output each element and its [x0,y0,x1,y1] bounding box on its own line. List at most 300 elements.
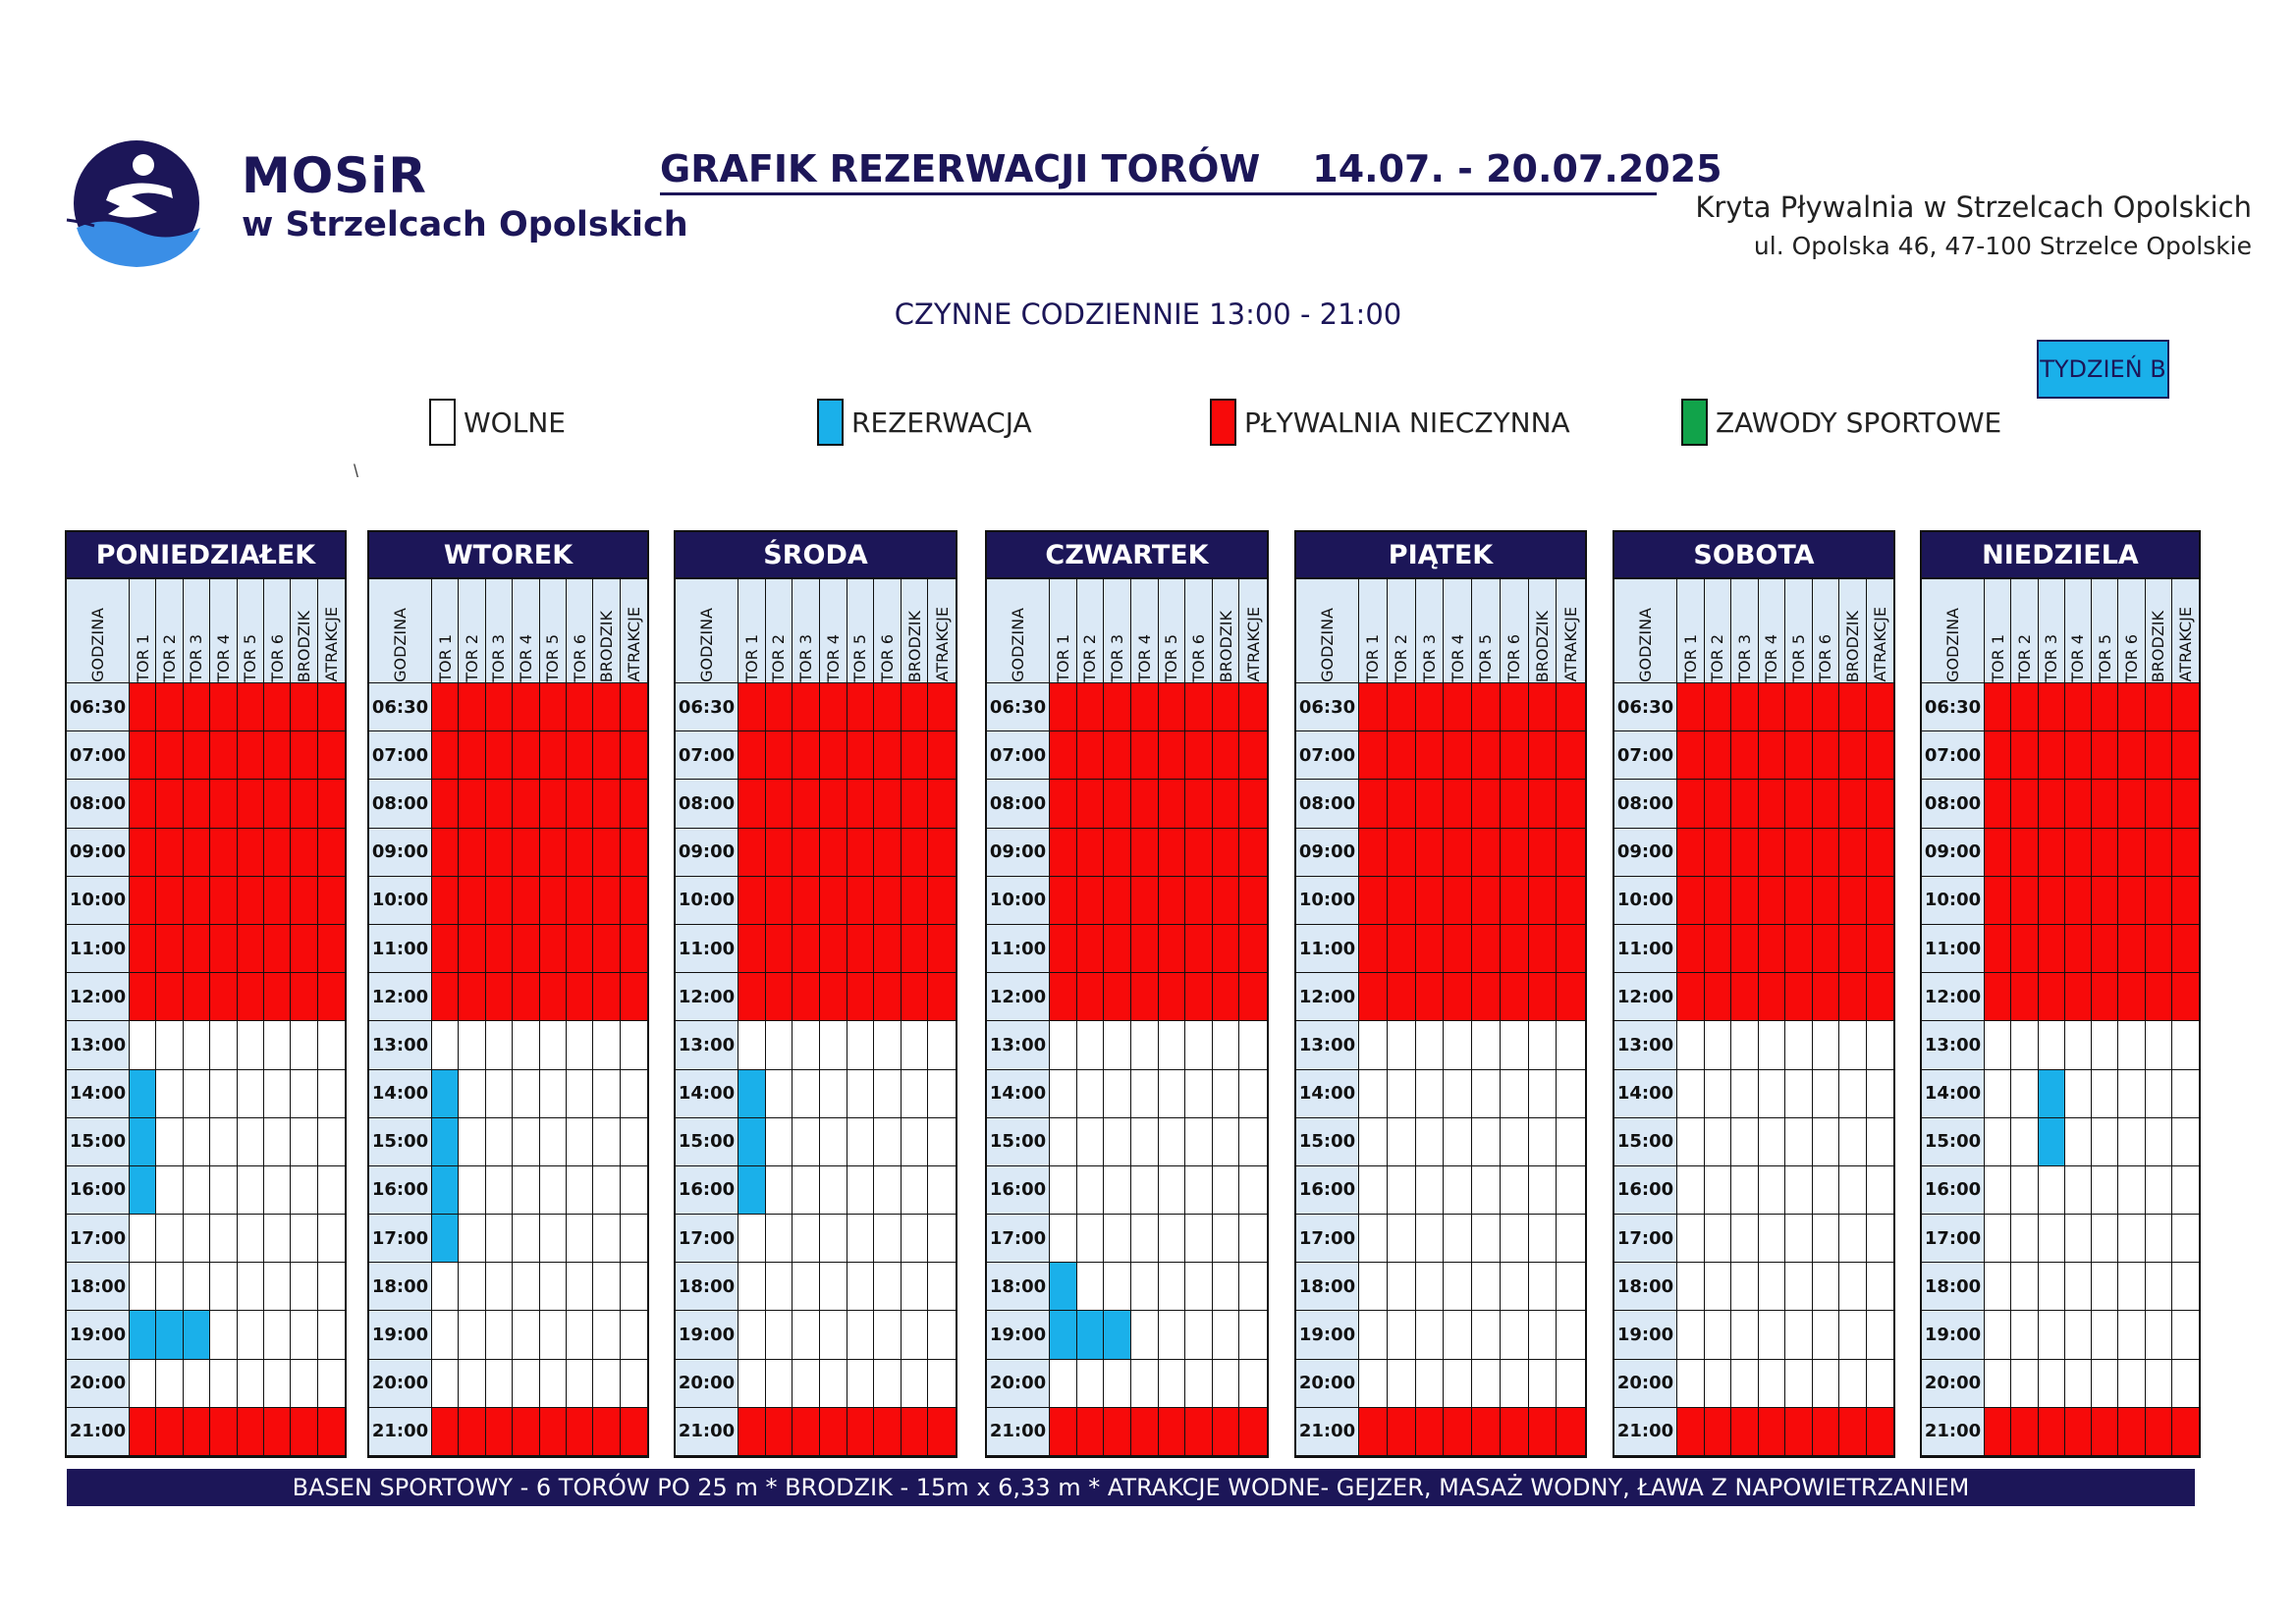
slot-closed[interactable] [291,731,317,780]
slot-closed[interactable] [1501,973,1529,1021]
slot-free[interactable] [2011,1263,2038,1311]
slot-free[interactable] [1444,1021,1472,1069]
slot-closed[interactable] [486,829,513,877]
slot-closed[interactable] [1529,780,1558,828]
slot-closed[interactable] [318,780,345,828]
slot-free[interactable] [1705,1070,1732,1118]
slot-closed[interactable] [1159,877,1186,925]
slot-free[interactable] [1985,1166,2011,1215]
slot-free[interactable] [210,1118,237,1166]
slot-free[interactable] [1985,1311,2011,1359]
slot-free[interactable] [1813,1118,1840,1166]
slot-closed[interactable] [459,829,485,877]
slot-closed[interactable] [1388,973,1416,1021]
slot-free[interactable] [318,1215,345,1263]
slot-free[interactable] [793,1070,820,1118]
slot-closed[interactable] [184,973,210,1021]
slot-free[interactable] [738,1021,766,1069]
slot-closed[interactable] [130,925,156,973]
slot-closed[interactable] [1985,925,2011,973]
slot-free[interactable] [820,1166,847,1215]
slot-closed[interactable] [793,925,820,973]
slot-closed[interactable] [1731,731,1759,780]
slot-closed[interactable] [1444,973,1472,1021]
slot-closed[interactable] [1416,731,1445,780]
slot-closed[interactable] [621,973,647,1021]
slot-reserved[interactable] [432,1166,459,1215]
slot-closed[interactable] [928,925,956,973]
slot-free[interactable] [264,1118,291,1166]
slot-closed[interactable] [2118,1408,2145,1456]
slot-closed[interactable] [766,973,793,1021]
slot-free[interactable] [902,1021,929,1069]
slot-free[interactable] [1213,1263,1240,1311]
slot-free[interactable] [210,1311,237,1359]
slot-free[interactable] [567,1070,593,1118]
slot-free[interactable] [318,1360,345,1408]
slot-closed[interactable] [1185,877,1213,925]
slot-closed[interactable] [567,683,593,731]
slot-closed[interactable] [210,829,237,877]
slot-closed[interactable] [874,1408,902,1456]
slot-closed[interactable] [318,973,345,1021]
slot-reserved[interactable] [2039,1118,2065,1166]
slot-closed[interactable] [847,683,875,731]
slot-free[interactable] [1867,1166,1894,1215]
slot-closed[interactable] [738,877,766,925]
slot-reserved[interactable] [1077,1311,1105,1359]
slot-closed[interactable] [1388,683,1416,731]
slot-free[interactable] [2146,1021,2172,1069]
slot-free[interactable] [847,1360,875,1408]
slot-free[interactable] [902,1166,929,1215]
slot-free[interactable] [793,1311,820,1359]
slot-reserved[interactable] [1050,1263,1077,1311]
slot-free[interactable] [1185,1021,1213,1069]
slot-closed[interactable] [1077,683,1105,731]
slot-closed[interactable] [1813,683,1840,731]
slot-closed[interactable] [459,731,485,780]
slot-free[interactable] [513,1360,539,1408]
slot-free[interactable] [1813,1360,1840,1408]
slot-closed[interactable] [1731,829,1759,877]
slot-closed[interactable] [593,829,620,877]
slot-free[interactable] [1677,1070,1705,1118]
slot-closed[interactable] [513,731,539,780]
slot-free[interactable] [459,1360,485,1408]
slot-closed[interactable] [1077,1408,1105,1456]
slot-free[interactable] [593,1070,620,1118]
slot-closed[interactable] [1416,973,1445,1021]
slot-free[interactable] [1050,1166,1077,1215]
slot-closed[interactable] [2118,780,2145,828]
slot-closed[interactable] [793,973,820,1021]
slot-closed[interactable] [1472,829,1501,877]
slot-free[interactable] [820,1311,847,1359]
slot-closed[interactable] [210,683,237,731]
slot-free[interactable] [1677,1360,1705,1408]
slot-free[interactable] [593,1311,620,1359]
slot-closed[interactable] [593,1408,620,1456]
slot-closed[interactable] [1159,731,1186,780]
slot-closed[interactable] [1213,925,1240,973]
slot-closed[interactable] [1731,780,1759,828]
slot-free[interactable] [1557,1166,1585,1215]
slot-closed[interactable] [1359,973,1388,1021]
slot-closed[interactable] [820,731,847,780]
slot-free[interactable] [847,1118,875,1166]
slot-free[interactable] [1785,1263,1813,1311]
slot-free[interactable] [486,1070,513,1118]
slot-closed[interactable] [1731,1408,1759,1456]
slot-free[interactable] [1472,1311,1501,1359]
slot-free[interactable] [2118,1070,2145,1118]
slot-closed[interactable] [820,1408,847,1456]
slot-free[interactable] [1501,1360,1529,1408]
slot-free[interactable] [210,1215,237,1263]
slot-closed[interactable] [2146,973,2172,1021]
slot-closed[interactable] [1472,1408,1501,1456]
slot-free[interactable] [1705,1021,1732,1069]
slot-closed[interactable] [1557,973,1585,1021]
slot-free[interactable] [847,1021,875,1069]
slot-reserved[interactable] [1050,1311,1077,1359]
slot-free[interactable] [540,1118,567,1166]
slot-closed[interactable] [1839,973,1867,1021]
slot-free[interactable] [1529,1070,1558,1118]
slot-closed[interactable] [1077,780,1105,828]
slot-closed[interactable] [184,1408,210,1456]
slot-free[interactable] [1813,1070,1840,1118]
slot-free[interactable] [1529,1118,1558,1166]
slot-closed[interactable] [238,925,264,973]
slot-free[interactable] [1213,1021,1240,1069]
slot-closed[interactable] [2118,877,2145,925]
slot-closed[interactable] [184,731,210,780]
slot-closed[interactable] [432,829,459,877]
slot-free[interactable] [902,1215,929,1263]
slot-closed[interactable] [264,1408,291,1456]
slot-free[interactable] [1785,1360,1813,1408]
slot-closed[interactable] [2092,829,2118,877]
slot-closed[interactable] [766,829,793,877]
slot-free[interactable] [1213,1070,1240,1118]
slot-closed[interactable] [593,925,620,973]
slot-free[interactable] [540,1070,567,1118]
slot-closed[interactable] [184,829,210,877]
slot-free[interactable] [238,1215,264,1263]
slot-closed[interactable] [1867,780,1894,828]
slot-closed[interactable] [1759,780,1786,828]
slot-closed[interactable] [432,1408,459,1456]
slot-closed[interactable] [1731,973,1759,1021]
slot-free[interactable] [1388,1166,1416,1215]
slot-free[interactable] [1557,1263,1585,1311]
slot-free[interactable] [540,1360,567,1408]
slot-closed[interactable] [1501,877,1529,925]
slot-free[interactable] [766,1118,793,1166]
slot-closed[interactable] [1213,683,1240,731]
slot-closed[interactable] [1705,925,1732,973]
slot-closed[interactable] [621,683,647,731]
slot-closed[interactable] [793,731,820,780]
slot-free[interactable] [1867,1021,1894,1069]
slot-closed[interactable] [156,731,183,780]
slot-closed[interactable] [318,683,345,731]
slot-closed[interactable] [184,780,210,828]
slot-closed[interactable] [874,731,902,780]
slot-closed[interactable] [1104,683,1131,731]
slot-closed[interactable] [2065,877,2092,925]
slot-free[interactable] [766,1166,793,1215]
slot-free[interactable] [567,1215,593,1263]
slot-closed[interactable] [1501,731,1529,780]
slot-free[interactable] [1239,1360,1267,1408]
slot-closed[interactable] [847,829,875,877]
slot-free[interactable] [1867,1215,1894,1263]
slot-closed[interactable] [1501,829,1529,877]
slot-free[interactable] [2065,1070,2092,1118]
slot-closed[interactable] [291,683,317,731]
slot-free[interactable] [1131,1263,1159,1311]
slot-free[interactable] [1104,1360,1131,1408]
slot-closed[interactable] [291,829,317,877]
slot-closed[interactable] [264,877,291,925]
slot-closed[interactable] [1813,829,1840,877]
slot-closed[interactable] [2172,1408,2199,1456]
slot-free[interactable] [1731,1021,1759,1069]
slot-closed[interactable] [264,731,291,780]
slot-free[interactable] [793,1166,820,1215]
slot-closed[interactable] [1388,780,1416,828]
slot-free[interactable] [1416,1118,1445,1166]
slot-closed[interactable] [793,877,820,925]
slot-closed[interactable] [820,925,847,973]
slot-free[interactable] [540,1021,567,1069]
slot-closed[interactable] [486,731,513,780]
slot-closed[interactable] [1472,925,1501,973]
slot-closed[interactable] [1213,731,1240,780]
slot-closed[interactable] [130,683,156,731]
slot-closed[interactable] [1677,780,1705,828]
slot-free[interactable] [1388,1263,1416,1311]
slot-closed[interactable] [1213,973,1240,1021]
slot-closed[interactable] [264,829,291,877]
slot-closed[interactable] [2011,973,2038,1021]
slot-free[interactable] [2092,1070,2118,1118]
slot-closed[interactable] [2172,780,2199,828]
slot-free[interactable] [156,1021,183,1069]
slot-free[interactable] [1839,1070,1867,1118]
slot-free[interactable] [593,1118,620,1166]
slot-free[interactable] [1557,1215,1585,1263]
slot-closed[interactable] [1239,877,1267,925]
slot-closed[interactable] [766,925,793,973]
slot-closed[interactable] [1813,731,1840,780]
slot-free[interactable] [820,1070,847,1118]
slot-free[interactable] [793,1021,820,1069]
slot-closed[interactable] [1529,1408,1558,1456]
slot-closed[interactable] [1050,780,1077,828]
slot-free[interactable] [264,1070,291,1118]
slot-free[interactable] [1239,1166,1267,1215]
slot-closed[interactable] [2011,925,2038,973]
slot-free[interactable] [184,1215,210,1263]
slot-reserved[interactable] [432,1215,459,1263]
slot-free[interactable] [459,1070,485,1118]
slot-free[interactable] [238,1021,264,1069]
slot-free[interactable] [1444,1263,1472,1311]
slot-closed[interactable] [1677,877,1705,925]
slot-closed[interactable] [1444,1408,1472,1456]
slot-closed[interactable] [2092,925,2118,973]
slot-free[interactable] [593,1360,620,1408]
slot-closed[interactable] [1131,973,1159,1021]
slot-closed[interactable] [210,973,237,1021]
slot-closed[interactable] [902,780,929,828]
slot-reserved[interactable] [432,1118,459,1166]
slot-free[interactable] [1185,1215,1213,1263]
slot-free[interactable] [486,1118,513,1166]
slot-free[interactable] [1213,1166,1240,1215]
slot-closed[interactable] [1985,1408,2011,1456]
slot-free[interactable] [1472,1166,1501,1215]
slot-free[interactable] [318,1263,345,1311]
slot-closed[interactable] [621,877,647,925]
slot-free[interactable] [1159,1118,1186,1166]
slot-closed[interactable] [738,925,766,973]
slot-free[interactable] [1557,1070,1585,1118]
slot-closed[interactable] [1785,683,1813,731]
slot-closed[interactable] [793,1408,820,1456]
slot-closed[interactable] [1731,877,1759,925]
slot-closed[interactable] [1813,925,1840,973]
slot-free[interactable] [432,1021,459,1069]
slot-closed[interactable] [2011,731,2038,780]
slot-closed[interactable] [1159,829,1186,877]
slot-closed[interactable] [540,683,567,731]
slot-free[interactable] [291,1118,317,1166]
slot-free[interactable] [1759,1118,1786,1166]
slot-free[interactable] [621,1118,647,1166]
slot-free[interactable] [210,1263,237,1311]
slot-free[interactable] [793,1360,820,1408]
slot-free[interactable] [1472,1070,1501,1118]
slot-free[interactable] [1867,1118,1894,1166]
slot-closed[interactable] [1529,925,1558,973]
slot-free[interactable] [1239,1070,1267,1118]
slot-free[interactable] [874,1311,902,1359]
slot-closed[interactable] [1388,1408,1416,1456]
slot-closed[interactable] [874,780,902,828]
slot-free[interactable] [1239,1263,1267,1311]
slot-closed[interactable] [593,877,620,925]
slot-closed[interactable] [513,683,539,731]
slot-free[interactable] [820,1360,847,1408]
slot-free[interactable] [902,1118,929,1166]
slot-free[interactable] [1159,1070,1186,1118]
slot-free[interactable] [2092,1263,2118,1311]
slot-free[interactable] [238,1070,264,1118]
slot-free[interactable] [513,1263,539,1311]
slot-free[interactable] [432,1360,459,1408]
slot-free[interactable] [847,1215,875,1263]
slot-free[interactable] [1359,1166,1388,1215]
slot-free[interactable] [1677,1166,1705,1215]
slot-free[interactable] [2011,1118,2038,1166]
slot-free[interactable] [486,1360,513,1408]
slot-closed[interactable] [130,780,156,828]
slot-closed[interactable] [486,877,513,925]
slot-closed[interactable] [2092,683,2118,731]
slot-free[interactable] [738,1360,766,1408]
slot-free[interactable] [874,1360,902,1408]
slot-free[interactable] [513,1021,539,1069]
slot-free[interactable] [1077,1166,1105,1215]
slot-free[interactable] [184,1070,210,1118]
slot-closed[interactable] [1239,1408,1267,1456]
slot-free[interactable] [1731,1215,1759,1263]
slot-closed[interactable] [1839,829,1867,877]
slot-free[interactable] [1557,1311,1585,1359]
slot-free[interactable] [1731,1311,1759,1359]
slot-closed[interactable] [2146,1408,2172,1456]
slot-reserved[interactable] [738,1070,766,1118]
slot-closed[interactable] [291,877,317,925]
slot-free[interactable] [1359,1360,1388,1408]
slot-closed[interactable] [1759,829,1786,877]
slot-free[interactable] [1416,1215,1445,1263]
slot-closed[interactable] [540,877,567,925]
slot-free[interactable] [291,1021,317,1069]
slot-free[interactable] [1759,1070,1786,1118]
slot-free[interactable] [1839,1215,1867,1263]
slot-free[interactable] [1131,1360,1159,1408]
slot-free[interactable] [567,1311,593,1359]
slot-closed[interactable] [1557,877,1585,925]
slot-closed[interactable] [738,780,766,828]
slot-free[interactable] [1185,1263,1213,1311]
slot-closed[interactable] [210,925,237,973]
slot-closed[interactable] [156,1408,183,1456]
slot-free[interactable] [928,1215,956,1263]
slot-closed[interactable] [1131,829,1159,877]
slot-closed[interactable] [156,877,183,925]
slot-closed[interactable] [2118,973,2145,1021]
slot-free[interactable] [210,1166,237,1215]
slot-closed[interactable] [1785,780,1813,828]
slot-closed[interactable] [1839,1408,1867,1456]
slot-closed[interactable] [1759,731,1786,780]
slot-free[interactable] [459,1311,485,1359]
slot-free[interactable] [567,1166,593,1215]
slot-closed[interactable] [1785,731,1813,780]
slot-free[interactable] [540,1215,567,1263]
slot-free[interactable] [2172,1070,2199,1118]
slot-closed[interactable] [902,731,929,780]
slot-free[interactable] [264,1263,291,1311]
slot-closed[interactable] [567,925,593,973]
slot-closed[interactable] [432,877,459,925]
slot-closed[interactable] [928,731,956,780]
slot-closed[interactable] [2065,1408,2092,1456]
slot-free[interactable] [1239,1021,1267,1069]
slot-free[interactable] [1444,1311,1472,1359]
slot-free[interactable] [820,1118,847,1166]
slot-closed[interactable] [1359,1408,1388,1456]
slot-closed[interactable] [2118,829,2145,877]
slot-closed[interactable] [1785,829,1813,877]
